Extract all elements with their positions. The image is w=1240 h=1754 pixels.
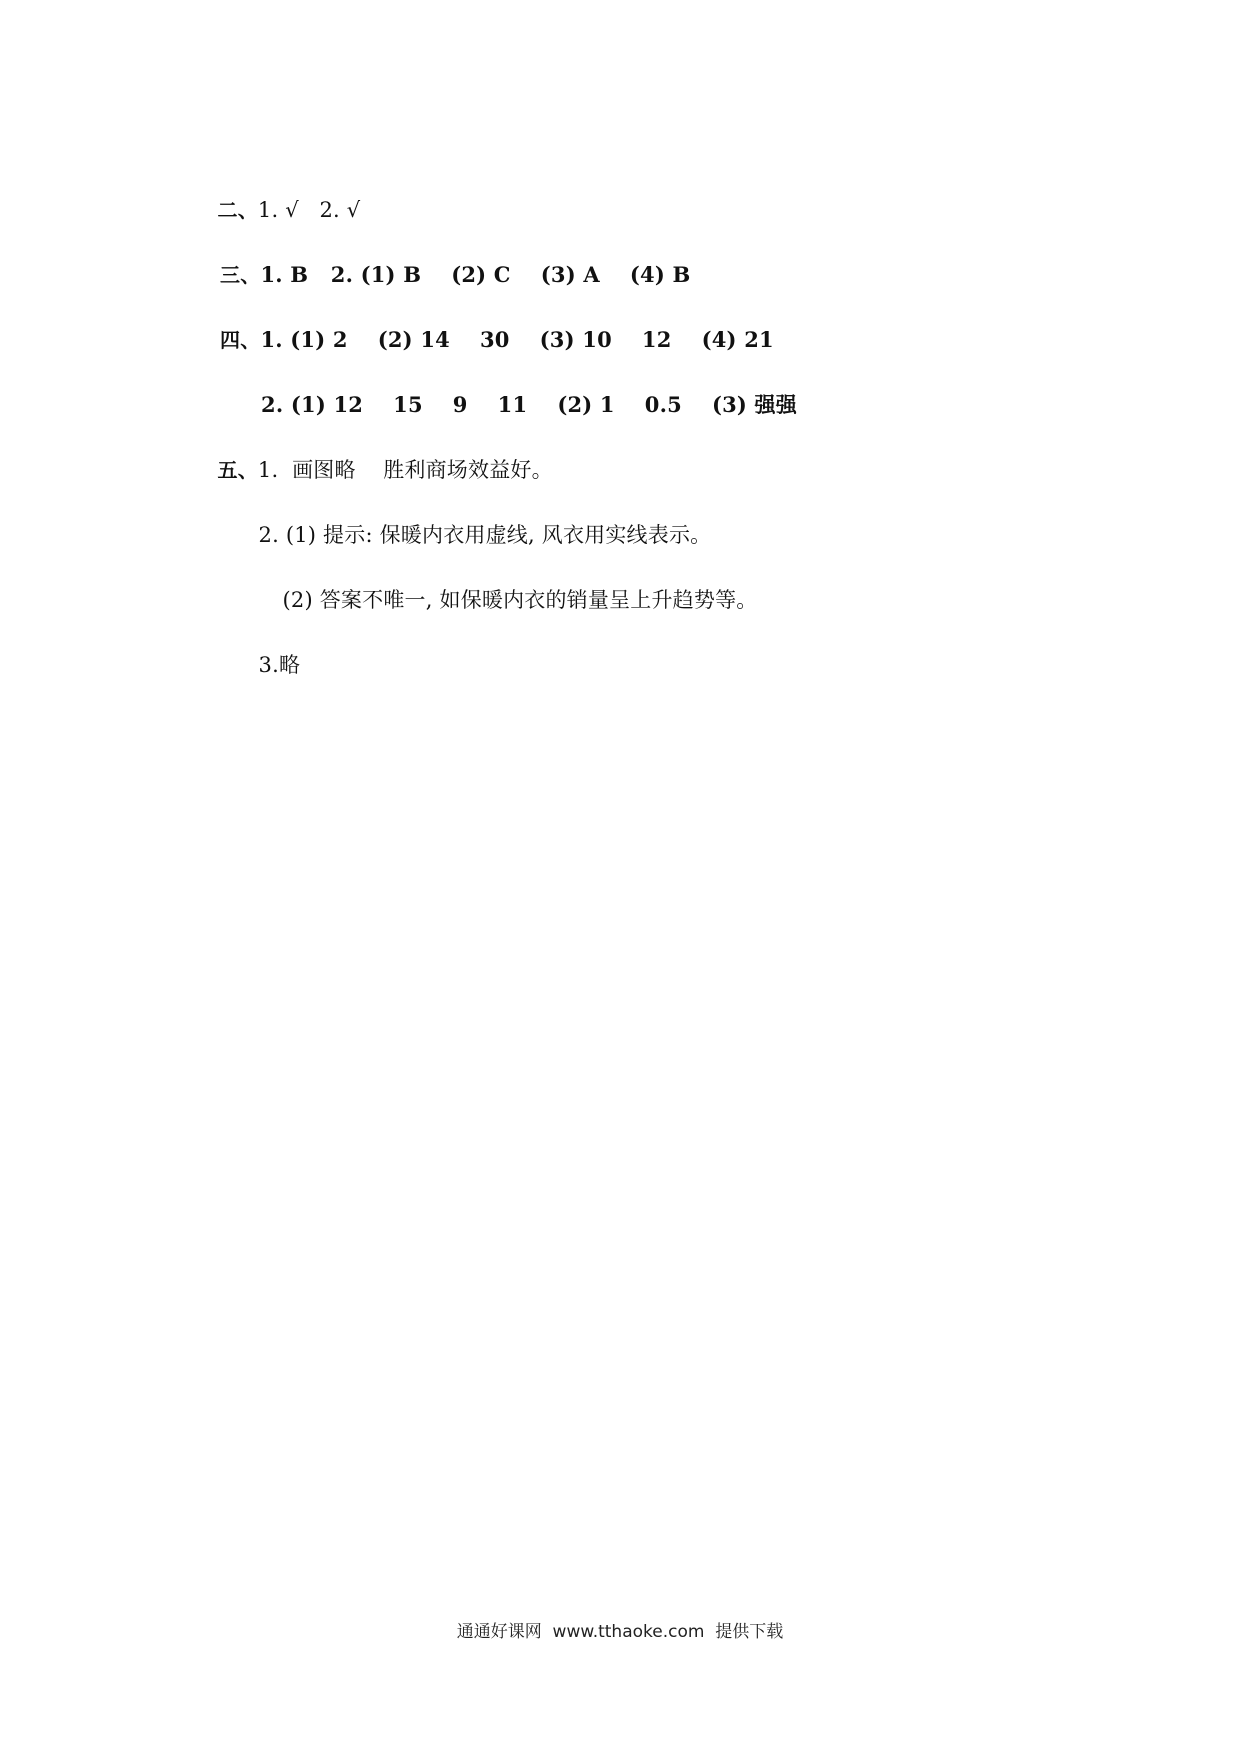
answer-text: 1. (1) 2 (2) 14 30 (3) 10 12 (4) 21 (260, 327, 774, 352)
answer-line-section-5-q2-2 (255, 558, 758, 642)
answer-text: 1. √ 2. √ (257, 198, 361, 222)
section-label: 二、 (217, 198, 258, 222)
footer-download-note: 通通好课网 www.tthaoke.com 提供下载 (456, 1622, 784, 1642)
section-label: 四、 (220, 328, 261, 352)
answer-text: 2. (1) 12 15 9 11 (2) 1 0.5 (3) 强强 (261, 392, 797, 417)
answer-text: (2) 答案不唯一, 如保暖内衣的销量呈上升趋势等。 (282, 588, 758, 612)
answer-text: 2. (1) 提示: 保暖内衣用虚线, 风衣用实线表示。 (258, 523, 712, 547)
answer-text: 1. B 2. (1) B (2) C (3) A (4) B (260, 262, 691, 287)
answer-line-section-5-q3 (231, 623, 300, 707)
section-label: 三、 (220, 263, 261, 287)
answer-text: 1. 画图略 胜利商场效益好。 (257, 458, 553, 482)
answer-text: 3.略 (258, 653, 301, 677)
section-label: 五、 (217, 458, 258, 482)
